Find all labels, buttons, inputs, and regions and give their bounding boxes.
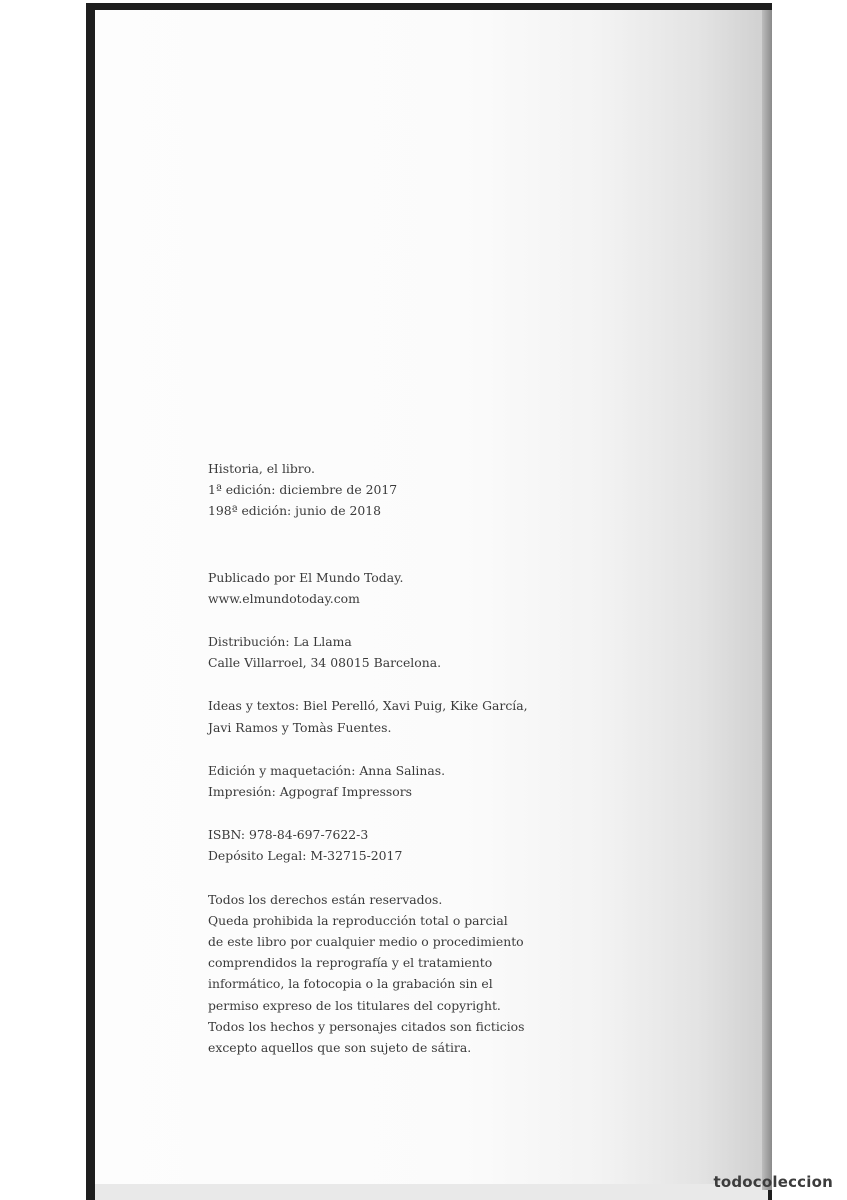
current-edition-line: 198ª edición: junio de 2018 — [208, 503, 382, 519]
todocoleccion-watermark: todocoleccion — [713, 1173, 833, 1191]
isbn-line: ISBN: 978-84-697-7622-3 — [208, 827, 369, 843]
first-edition-line: 1ª edición: diciembre de 2017 — [208, 482, 398, 498]
page-bottom-edge — [95, 1184, 768, 1200]
production-block — [208, 760, 568, 802]
address-line: Calle Villarroel, 34 08015 Barcelona. — [208, 655, 442, 671]
rights-line: de este libro por cualquier medio o procedimiento — [208, 934, 524, 950]
publisher-line: Publicado por El Mundo Today. — [208, 569, 404, 585]
rights-line: excepto aquellos que son sujeto de sátira. — [208, 1040, 472, 1056]
rights-line: Todos los derechos están reservados. — [208, 891, 443, 907]
authors-line-2: Javi Ramos y Tomàs Fuentes. — [208, 719, 392, 735]
colophon — [208, 458, 568, 1080]
distributor-line: Distribución: La Llama — [208, 634, 352, 650]
rights-line: comprendidos la reprografía y el tratamiento — [208, 955, 493, 971]
authors-line-1: Ideas y textos: Biel Perelló, Xavi Puig, Kike García, — [208, 698, 528, 714]
authors-block — [208, 695, 568, 737]
rights-line: Queda prohibida la reproducción total o parcial — [208, 912, 508, 928]
printing-line: Impresión: Agpograf Impressors — [208, 784, 413, 800]
legal-deposit-line: Depósito Legal: M-32715-2017 — [208, 848, 403, 864]
website-line: www.elmundotoday.com — [208, 590, 360, 606]
edition-block — [208, 458, 568, 522]
publisher-block — [208, 567, 568, 609]
rights-line: Todos los hechos y personajes citados son ficticios — [208, 1018, 525, 1034]
editing-line: Edición y maquetación: Anna Salinas. — [208, 762, 446, 778]
page-right-shadow — [762, 10, 772, 1190]
distribution-block — [208, 631, 568, 673]
book-title-line: Historia, el libro. — [208, 461, 315, 476]
legal-block — [208, 824, 568, 866]
rights-block — [208, 889, 568, 1059]
rights-line: permiso expreso de los titulares del copyright. — [208, 997, 501, 1013]
rights-line: informático, la fotocopia o la grabación sin el — [208, 976, 493, 992]
